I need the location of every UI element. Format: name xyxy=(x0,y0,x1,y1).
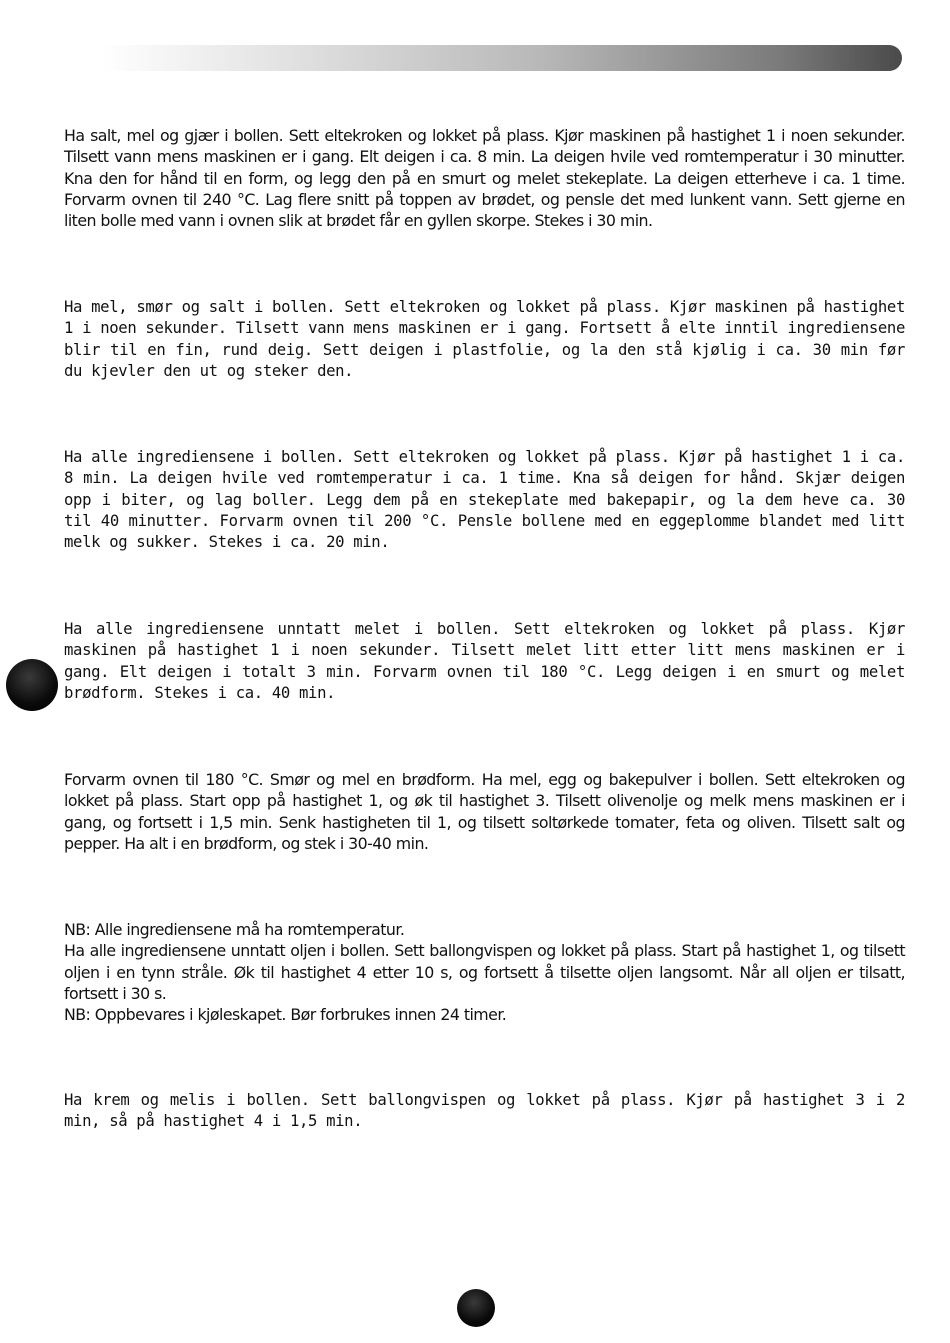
recipe-paragraph-2: Ha mel, smør og salt i bollen. Sett eltekroken og lokket på plass. Kjør maskinen på hastighet 1 i noen sekunder. Tilsett vann mens maskinen er i gang. Fortsett å elte inntil ingrediensene blir til en fin, rund deig. Sett deigen i plastfolie, og la den stå kjølig i ca. 30 min før du kjevler den ut og steker den. xyxy=(64,298,905,380)
recipe-paragraph-5: Forvarm ovnen til 180 °C. Smør og mel en brødform. Ha mel, egg og bakepulver i bollen. Sett eltekroken og lokket på plass. Start opp på hastighet 1, og øk til hastighet 3. Tilsett olivenolje og melk mens maskinen er i gang, og fortsett i 1,5 min. Senk hastigheten til 1, og tilsett soltørkede tomater, feta og oliven. Tilsett salt og pepper. Ha alt i en brødform, og stek i 30-40 min. xyxy=(64,770,905,853)
page-number-marker xyxy=(457,1289,495,1327)
recipe-paragraph-4: Ha alle ingrediensene unntatt melet i bollen. Sett eltekroken og lokket på plass. Kjør maskinen på hastighet 1 i noen sekunder. Tilsett melet litt etter litt mens maskinen er i gang. Elt deigen i totalt 3 min. Forvarm ovnen til 180 °C. Legg deigen i en smurt og melet brødform. Stekes i ca. 40 min. xyxy=(64,620,905,702)
recipe-paragraph-7: Ha krem og melis i bollen. Sett ballongvispen og lokket på plass. Kjør på hastighet 3 i 2 min, så på hastighet 4 i 1,5 min. xyxy=(64,1091,905,1131)
header-gradient-bar xyxy=(100,45,902,71)
recipe-paragraph-1: Ha salt, mel og gjær i bollen. Sett eltekroken og lokket på plass. Kjør maskinen på hastighet 1 i noen sekunder. Tilsett vann mens maskinen er i gang. Elt deigen i ca. 8 min. La deigen hvile ved romtemperatur i 30 minutter. Kna den for hånd til en form, og legg den på en smurt og melet stekeplate. La deigen etterheve i ca. 1 time. Forvarm ovnen til 240 °C. Lag flere snitt på toppen av brødet, og pensle det med lunkent vann. Sett gjerne en liten bolle med vann i ovnen slik at brødet får en gyllen skorpe. Stekes i 30 min. xyxy=(64,126,905,231)
side-tab-marker xyxy=(6,659,58,711)
recipe-paragraph-3: Ha alle ingrediensene i bollen. Sett eltekroken og lokket på plass. Kjør på hastighet 1 i ca. 8 min. La deigen hvile ved romtemperatur i ca. 1 time. Kna så deigen for hånd. Skjær deigen opp i biter, og lag boller. Legg dem på en stekeplate med bakepapir, og la dem heve ca. 30 til 40 minutter. Forvarm ovnen til 200 °C. Pensle bollene med en eggeplomme blandet med litt melk og sukker. Stekes i ca. 20 min. xyxy=(64,448,905,552)
recipe-paragraph-6: NB: Alle ingrediensene må ha romtemperatur. Ha alle ingrediensene unntatt oljen i bollen. Sett ballongvispen og lokket på plass. Start på hastighet 1, og tilsett oljen i en tynn stråle. Øk til hastighet 4 etter 10 s, og fortsett å tilsette oljen langsomt. Når all oljen er tilsatt, fortsett i 30 s. NB: Oppbevares i kjøleskapet. Bør forbrukes innen 24 timer. xyxy=(64,920,905,1025)
